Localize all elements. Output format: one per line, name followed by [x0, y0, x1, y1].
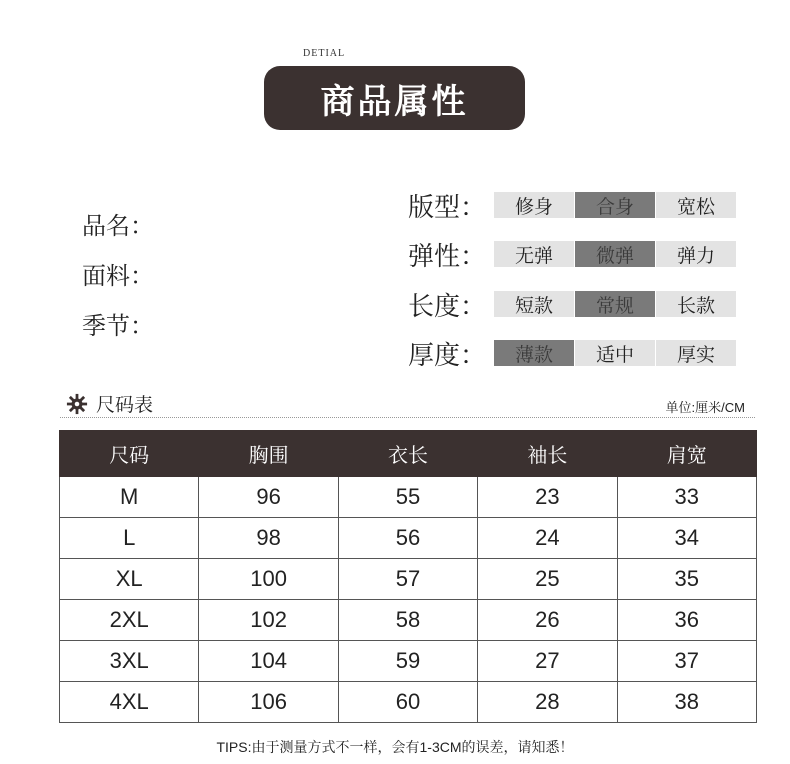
column-header: 衣长 — [338, 431, 477, 477]
column-header: 袖长 — [478, 431, 617, 477]
table-cell: 37 — [617, 641, 756, 682]
column-header: 肩宽 — [617, 431, 756, 477]
table-cell: L — [60, 518, 199, 559]
table-cell: 96 — [199, 477, 338, 518]
table-row — [60, 600, 757, 641]
page-title: 商品属性 — [264, 66, 525, 130]
attribute-option: 厚实 — [656, 340, 736, 366]
table-cell: 27 — [478, 641, 617, 682]
table-row — [60, 518, 757, 559]
size-chart-heading — [66, 390, 153, 417]
attribute-name: 版型： — [408, 191, 487, 222]
table-header-row — [60, 431, 757, 477]
attribute-option: 宽松 — [656, 192, 736, 218]
table-cell: M — [60, 477, 199, 518]
table-cell: 26 — [478, 600, 617, 641]
attribute-name: 长度： — [408, 290, 487, 321]
table-cell: 3XL — [60, 641, 199, 682]
table-cell: 38 — [617, 682, 756, 723]
attribute-option: 短款 — [494, 291, 574, 317]
attribute-option: 长款 — [656, 291, 736, 317]
table-cell: 57 — [338, 559, 477, 600]
attribute-row-elasticity — [408, 239, 737, 269]
product-name-label: 品名： — [82, 213, 154, 240]
table-cell: 28 — [478, 682, 617, 723]
table-cell: 35 — [617, 559, 756, 600]
table-cell: 23 — [478, 477, 617, 518]
table-cell: 102 — [199, 600, 338, 641]
table-cell: 100 — [199, 559, 338, 600]
table-cell: 34 — [617, 518, 756, 559]
attribute-row-length — [408, 289, 737, 319]
table-cell: 104 — [199, 641, 338, 682]
table-cell: 24 — [478, 518, 617, 559]
attribute-option-selected: 薄款 — [494, 340, 574, 366]
table-cell: 106 — [199, 682, 338, 723]
fabric-label: 面料： — [82, 263, 154, 290]
table-cell: 55 — [338, 477, 477, 518]
size-table — [59, 430, 757, 723]
table-cell: 33 — [617, 477, 756, 518]
table-cell: 25 — [478, 559, 617, 600]
table-row — [60, 559, 757, 600]
table-cell: 58 — [338, 600, 477, 641]
table-row — [60, 477, 757, 518]
attribute-option: 适中 — [575, 340, 655, 366]
season-label: 季节： — [82, 313, 154, 340]
table-cell: 36 — [617, 600, 756, 641]
attribute-option-selected: 常规 — [575, 291, 655, 317]
column-header: 尺码 — [60, 431, 199, 477]
table-cell: 56 — [338, 518, 477, 559]
dotted-divider — [60, 417, 755, 418]
unit-label: 单位:厘米/CM — [665, 400, 745, 415]
attribute-name: 厚度： — [408, 339, 487, 370]
table-cell: 2XL — [60, 600, 199, 641]
table-cell: 59 — [338, 641, 477, 682]
size-chart-title: 尺码表 — [96, 395, 154, 416]
attribute-name: 弹性： — [408, 240, 487, 271]
attribute-option: 弹力 — [656, 241, 736, 267]
table-row — [60, 641, 757, 682]
table-cell: XL — [60, 559, 199, 600]
table-cell: 60 — [338, 682, 477, 723]
attribute-option: 修身 — [494, 192, 574, 218]
attribute-option-selected: 合身 — [575, 192, 655, 218]
column-header: 胸围 — [199, 431, 338, 477]
attribute-option-selected: 微弹 — [575, 241, 655, 267]
gear-icon — [66, 393, 88, 415]
attribute-row-fit — [408, 190, 737, 220]
attribute-option: 无弹 — [494, 241, 574, 267]
table-row — [60, 682, 757, 723]
table-cell: 4XL — [60, 682, 199, 723]
tips-note: TIPS:由于测量方式不一样，会有1-3CM的误差，请知悉！ — [216, 739, 574, 755]
attribute-row-thickness — [408, 338, 737, 368]
table-cell: 98 — [199, 518, 338, 559]
detail-label: DETIAL — [303, 48, 346, 59]
